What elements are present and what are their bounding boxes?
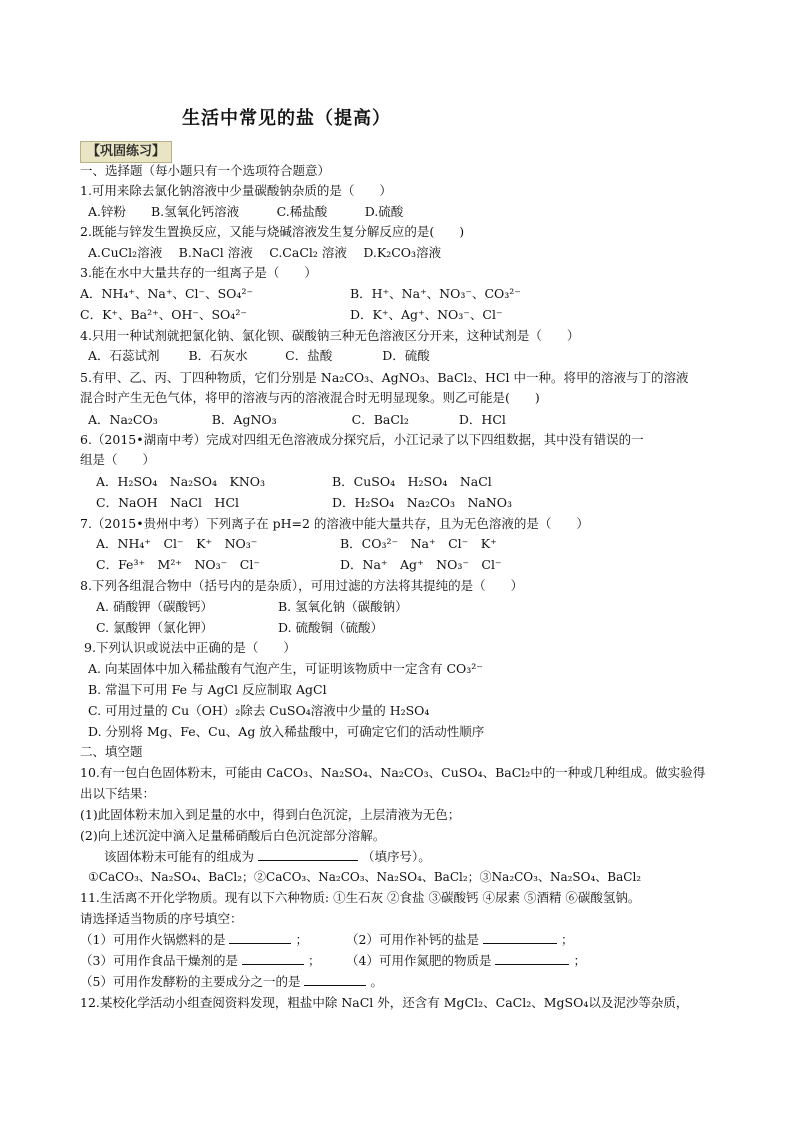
- question-11-item-5: [80, 973, 383, 991]
- question-2: 2.既能与锌发生置换反应，又能与烧碱溶液发生复分解反应的是( ): [80, 224, 465, 239]
- question-8-option-a: A. 硝酸钾（碳酸钙）: [96, 599, 213, 614]
- answer-blank-11-3[interactable]: [242, 952, 304, 965]
- question-10-condition-1: (1)此固体粉末加入到足量的水中，得到白色沉淀，上层清液为无色；: [80, 807, 461, 822]
- question-5-options: A．Na₂CO₃ B．AgNO₃ C．BaCl₂ D．HCl: [88, 412, 506, 427]
- separator: ；: [573, 953, 586, 968]
- question-5-line-2: 混合时产生无色气体，将甲的溶液与丙的溶液混合时无明显现象。则乙可能是( ): [80, 390, 540, 405]
- answer-blank-10[interactable]: [258, 848, 358, 861]
- question-9: 9.下列认识或说法中正确的是（ ）: [84, 640, 296, 655]
- question-11-item-2-text: （2）可用作补钙的盐是: [346, 932, 479, 947]
- question-11-line-1: 11.生活离不开化学物质。现有以下六种物质: ①生石灰 ②食盐 ③碳酸钙 ④尿素 ⑤酒精 ⑥碳酸氢钠。: [80, 890, 641, 905]
- answer-blank-11-1[interactable]: [229, 931, 291, 944]
- question-1: 1.可用来除去氯化钠溶液中少量碳酸钠杂质的是（ ）: [80, 183, 392, 198]
- question-3-option-c: C．K⁺、Ba²⁺、OH⁻、SO₄²⁻: [80, 307, 247, 322]
- question-11-line-2: 请选择适当物质的序号填空：: [80, 911, 243, 926]
- question-6-option-b: B．CuSO₄ H₂SO₄ NaCl: [332, 474, 492, 489]
- page-title: 生活中常见的盐（提高）: [182, 108, 391, 129]
- question-3: 3.能在水中大量共存的一组离子是（ ）: [80, 265, 317, 280]
- question-10-line-2: 出以下结果：: [80, 786, 156, 801]
- separator: 。: [370, 974, 383, 989]
- question-11-item-1: [80, 931, 308, 949]
- question-10-prompt: [104, 848, 431, 866]
- question-9-option-a: A. 向某固体中加入稀盐酸有气泡产生，可证明该物质中一定含有 CO₃²⁻: [88, 661, 483, 676]
- question-6-option-a: A．H₂SO₄ Na₂SO₄ KNO₃: [96, 474, 266, 489]
- question-10-prompt-text: 该固体粉末可能有的组成为: [104, 849, 255, 864]
- separator: ；: [295, 932, 308, 947]
- question-11-item-1-text: （1）可用作火锅燃料的是: [80, 932, 226, 947]
- question-8-option-b: B. 氢氧化钠（碳酸钠）: [278, 599, 408, 614]
- question-6-option-c: C．NaOH NaCl HCl: [96, 495, 240, 510]
- section-heading-choice: 一、选择题（每小题只有一个选项符合题意）: [80, 163, 331, 178]
- question-3-option-b: B．H⁺、Na⁺、NO₃⁻、CO₃²⁻: [350, 286, 521, 301]
- question-7: 7.（2015•贵州中考）下列离子在 pH=2 的溶液中能大量共存，且为无色溶液的是（ ）: [80, 516, 589, 531]
- question-9-option-b: B. 常温下可用 Fe 与 AgCl 反应制取 AgCl: [88, 682, 327, 697]
- section-badge: 【巩固练习】: [80, 141, 172, 163]
- question-3-option-d: D．K⁺、Ag⁺、NO₃⁻、Cl⁻: [350, 307, 503, 322]
- question-9-option-c: C. 可用过量的 Cu（OH）₂除去 CuSO₄溶液中少量的 H₂SO₄: [88, 703, 430, 718]
- question-8: 8.下列各组混合物中（括号内的是杂质），可用过滤的方法将其提纯的是（ ）: [80, 578, 524, 593]
- question-6-line-1: 6.（2015•湖南中考）完成对四组无色溶液成分探究后，小江记录了以下四组数据，其中没有错误的一: [80, 432, 644, 447]
- question-10-line-1: 10.有一包白色固体粉末，可能由 CaCO₃、Na₂SO₄、Na₂CO₃、CuSO₄、BaCl₂中的一种或几种组成。做实验得: [80, 765, 706, 780]
- question-11-item-5-text: （5）可用作发酵粉的主要成分之一的是: [80, 974, 301, 989]
- answer-blank-11-2[interactable]: [483, 931, 557, 944]
- question-11-item-2: [346, 931, 573, 949]
- question-11-item-4-text: （4）可用作氮肥的物质是: [346, 953, 492, 968]
- question-11-item-3-text: （3）可用作食品干燥剂的是: [80, 953, 238, 968]
- question-10-prompt-suffix: （填序号）。: [361, 849, 431, 864]
- answer-blank-11-4[interactable]: [495, 952, 569, 965]
- question-7-option-b: B．CO₃²⁻ Na⁺ Cl⁻ K⁺: [340, 536, 497, 551]
- question-8-option-d: D. 硫酸铜（硫酸）: [278, 620, 384, 635]
- question-3-option-a: A．NH₄⁺、Na⁺、Cl⁻、SO₄²⁻: [80, 286, 254, 301]
- question-1-options: A.锌粉 B.氢氧化钙溶液 C.稀盐酸 D.硫酸: [88, 204, 404, 219]
- question-4-options: A．石蕊试剂 B．石灰水 C．盐酸 D．硫酸: [88, 348, 430, 363]
- question-12-line-1: 12.某校化学活动小组查阅资料发现，粗盐中除 NaCl 外，还含有 MgCl₂、CaCl₂、MgSO₄以及泥沙等杂质，: [80, 995, 689, 1010]
- question-4: 4.只用一种试剂就把氯化钠、氯化钡、碳酸钠三种无色溶液区分开来，这种试剂是（ ）: [80, 328, 580, 343]
- question-7-option-d: D．Na⁺ Ag⁺ NO₃⁻ Cl⁻: [340, 557, 502, 572]
- separator: ；: [307, 953, 321, 968]
- question-11-item-4: [346, 952, 586, 970]
- separator: ；: [560, 932, 574, 947]
- question-10-condition-2: (2)向上述沉淀中滴入足量稀硝酸后白色沉淀部分溶解。: [80, 828, 386, 843]
- answer-blank-11-5[interactable]: [304, 973, 366, 986]
- question-7-option-a: A．NH₄⁺ Cl⁻ K⁺ NO₃⁻: [96, 536, 258, 551]
- question-7-option-c: C．Fe³⁺ M²⁺ NO₃⁻ Cl⁻: [96, 557, 260, 572]
- question-6-option-d: D．H₂SO₄ Na₂CO₃ NaNO₃: [332, 495, 513, 510]
- question-10-choices: ①CaCO₃、Na₂SO₄、BaCl₂；②CaCO₃、Na₂CO₃、Na₂SO₄、BaCl₂；③Na₂CO₃、Na₂SO₄、BaCl₂: [88, 870, 642, 884]
- question-5-line-1: 5.有甲、乙、丙、丁四种物质，它们分别是 Na₂CO₃、AgNO₃、BaCl₂、HCl 中一种。将甲的溶液与丁的溶液: [80, 370, 689, 385]
- question-8-option-c: C. 氯酸钾（氯化钾）: [96, 620, 214, 635]
- question-6-line-2: 组是（ ）: [80, 452, 156, 467]
- section-heading-fill: 二、填空题: [80, 744, 143, 759]
- question-2-options: A.CuCl₂溶液 B.NaCl 溶液 C.CaCl₂ 溶液 D.K₂CO₃溶液: [88, 245, 442, 260]
- question-9-option-d: D. 分别将 Mg、Fe、Cu、Ag 放入稀盐酸中，可确定它们的活动性顺序: [88, 724, 485, 739]
- question-11-item-3: [80, 952, 320, 970]
